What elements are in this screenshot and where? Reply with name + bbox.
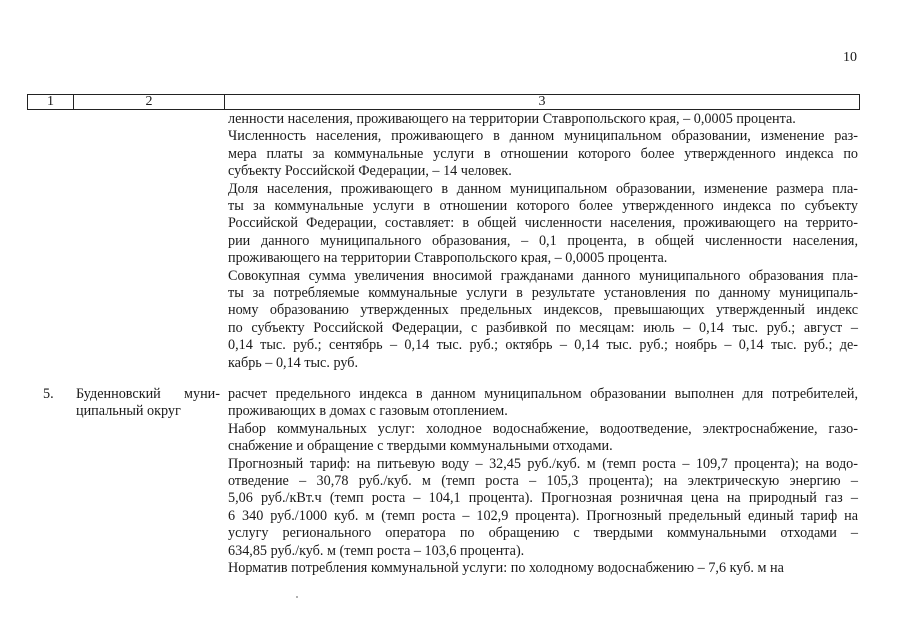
- text-line: Российской Федерации, составляет: в общей численности населения, проживающего на террито-: [228, 215, 858, 232]
- table-header-col3: 3: [538, 94, 546, 109]
- page-number: 10: [843, 50, 857, 65]
- text-line: услугу регионального оператора по обращению с твердыми коммунальными отходами –: [228, 525, 858, 542]
- text-line: отведение – 30,78 руб./куб. м (темп роста – 105,3 процента); на электрическую энергию –: [228, 473, 858, 490]
- text-line: расчет предельного индекса в данном муниципальном образовании выполнен для потребителей,: [228, 386, 858, 402]
- text-line: ленности населения, проживающего на территории Ставропольского края, – 0,0005 процента.: [228, 111, 796, 127]
- text-line: ципальный округ: [76, 403, 181, 420]
- paragraph: [228, 268, 858, 372]
- table-header-col1: 1: [28, 95, 74, 109]
- text-line: ному образованию утвержденных предельных индексов, превышающих утвержденный индекс: [228, 302, 858, 319]
- text-line: проживающего на территории Ставропольского края, – 0,0005 процента.: [228, 250, 668, 267]
- paragraph: [228, 181, 858, 268]
- text-line: Норматив потребления коммунальной услуги: по холодному водоснабжению – 7,6 куб. м на: [228, 560, 784, 577]
- table-header-row: [27, 94, 860, 110]
- paragraph: [228, 386, 858, 421]
- text-line: Совокупная сумма увеличения вносимой гражданами данного муниципального образования пла-: [228, 267, 858, 284]
- table-header-col2: 2: [74, 95, 225, 109]
- paragraph: [228, 560, 858, 577]
- paragraph: [228, 111, 858, 128]
- text-line: Набор коммунальных услуг: холодное водоснабжение, водоотведение, электроснабжение, газо-: [228, 420, 858, 437]
- row-number: 5.: [43, 386, 54, 402]
- text-line: проживающих в домах с газовым отоплением.: [228, 403, 508, 420]
- text-line: Доля населения, проживающего в данном муниципальном образовании, изменение размера пла-: [228, 180, 858, 197]
- text-line: 6 340 руб./1000 куб. м (темп роста – 102,9 процента). Прогнозный предельный единый тариф на: [228, 507, 858, 524]
- continued-text-block: [228, 111, 858, 372]
- text-line: 5,06 руб./кВт.ч (темп роста – 104,1 процента). Прогнозная розничная цена на природный газ –: [228, 490, 858, 507]
- text-line: 634,85 руб./куб. м (темп роста – 103,6 процента).: [228, 542, 525, 559]
- paragraph: [228, 421, 858, 456]
- scan-speck: [296, 596, 298, 598]
- municipality-name: [76, 386, 220, 421]
- row-5-text-block: [228, 386, 858, 577]
- paragraph: [228, 456, 858, 560]
- text-line: субъекту Российской Федерации, – 14 человек.: [228, 163, 512, 180]
- text-line: Численность населения, проживающего в данном муниципальном образовании, изменение раз-: [228, 128, 858, 145]
- text-line: снабжение и обращение с твердыми коммунальными отходами.: [228, 438, 613, 455]
- text-line: Прогнозный тариф: на питьевую воду – 32,45 руб./куб. м (темп роста – 109,7 процента); на водо-: [228, 455, 858, 472]
- text-line: ты за потребляемые коммунальные услуги в результате установления по данному муниципаль-: [228, 285, 858, 302]
- text-line: по субъекту Российской Федерации, с разбивкой по месяцам: июль – 0,14 тыс. руб.; август –: [228, 319, 858, 336]
- text-line: рии данного муниципального образования, – 0,1 процента, в общей численности населения,: [228, 232, 858, 249]
- text-line: мера платы за коммунальные услуги в отношении которого более утвержденного индекса по: [228, 145, 858, 162]
- text-line: Буденновский муни-: [76, 386, 220, 402]
- paragraph: [228, 128, 858, 180]
- text-line: кабрь – 0,14 тыс. руб.: [228, 354, 359, 371]
- text-line: 0,14 тыс. руб.; сентябрь – 0,14 тыс. руб.; октябрь – 0,14 тыс. руб.; ноябрь – 0,14 тыс. руб.; де-: [228, 337, 858, 354]
- text-line: ты за коммунальные услуги в отношении которого более утвержденного индекса по субъекту: [228, 198, 858, 215]
